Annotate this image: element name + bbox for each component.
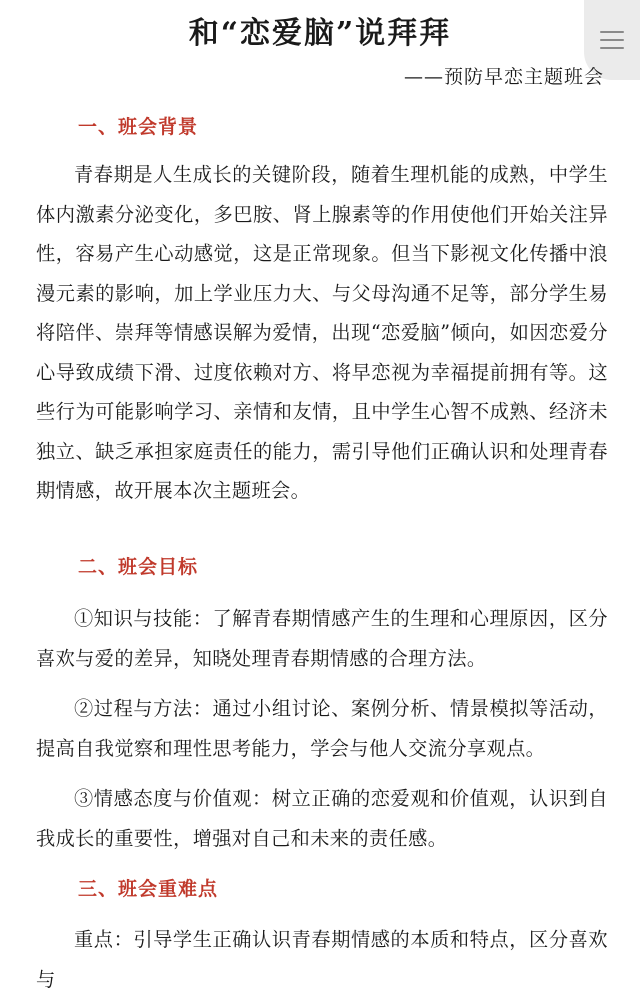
section-heading-goals: 二、班会目标: [78, 556, 199, 578]
page-title: 和“恋爱脑”说拜拜: [188, 16, 452, 51]
paragraph-goal-knowledge: ①知识与技能：了解青春期情感产生的生理和心理原因，区分喜欢与爱的差异，知晓处理青春期情感的合理方法。: [36, 607, 608, 670]
section-heading-background: 一、班会背景: [78, 116, 199, 138]
paragraph-goal-process: ②过程与方法：通过小组讨论、案例分析、情景模拟等活动，提高自我觉察和理性思考能力，学会与他人交流分享观点。: [36, 697, 608, 760]
paragraph-goal-values: ③情感态度与价值观：树立正确的恋爱观和价值观，认识到自我成长的重要性，增强对自己和未来的责任感。: [36, 787, 608, 850]
paragraph-background: 青春期是人生成长的关键阶段，随着生理机能的成熟，中学生体内激素分泌变化，多巴胺、肾上腺素等的作用使他们开始关注异性，容易产生心动感觉，这是正常现象。但当下影视文化传播中浪漫元素的影响，加上学业压力大、与父母沟通不足等，部分学生易将陪伴、崇拜等情感误解为爱情，出现“恋爱脑”倾向，如因恋爱分心导致成绩下滑、过度依赖对方、将早恋视为幸福提前拥有等。这些行为可能影响学习、亲情和友情，且中学生心智不成熟、经济未独立、缺乏承担家庭责任的能力，需引导他们正确认识和处理青春期情感，故开展本次主题班会。: [36, 163, 608, 502]
page-subtitle: ——预防早恋主题班会: [403, 66, 604, 88]
section-heading-key-points: 三、班会重难点: [78, 878, 219, 900]
paragraph-key-points: 重点：引导学生正确认识青春期情感的本质和特点，区分喜欢与: [36, 928, 608, 991]
